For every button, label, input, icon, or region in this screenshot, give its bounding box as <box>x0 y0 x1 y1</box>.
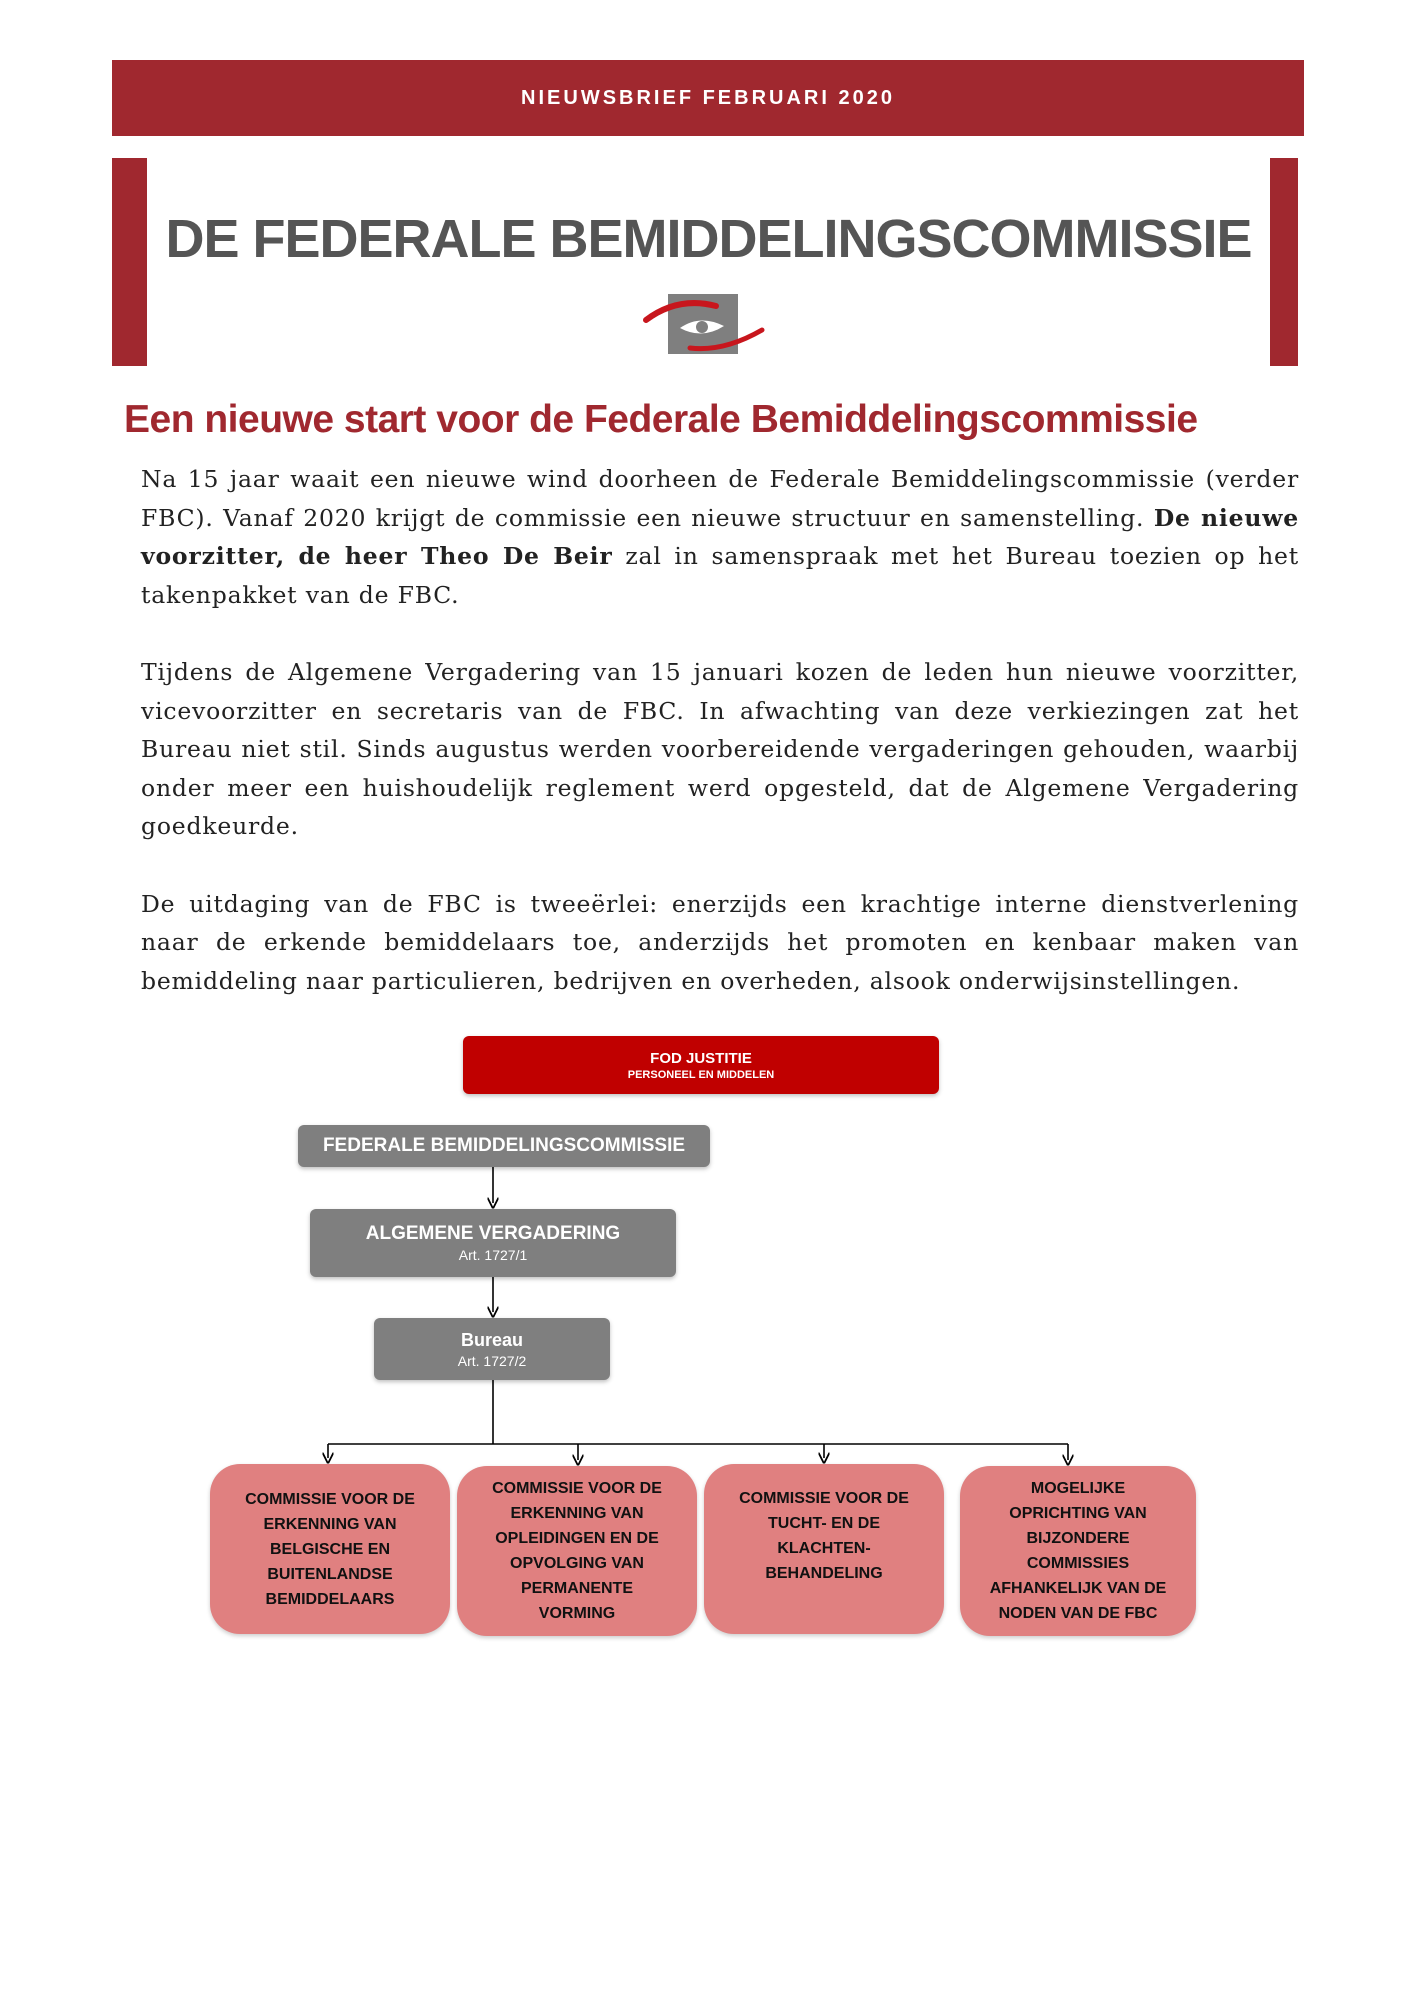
paragraph-1-intro: Na 15 jaar waait een nieuwe wind doorheen de Federale Bemiddelingscommissie (verder FBC). Vanaf 2020 krijgt de commissie een nieuwe structuur en samenstelling. <box>141 465 1299 532</box>
commission-4-line: OPRICHTING VAN <box>1009 1505 1147 1522</box>
org-node-commission-3 <box>704 1464 944 1634</box>
commission-4-line: BIJZONDERE <box>1026 1530 1130 1547</box>
commission-1-line: COMMISSIE VOOR DE <box>245 1490 415 1508</box>
page-title: DE FEDERALE BEMIDDELINGSCOMMISSIE <box>165 209 1252 269</box>
org-node-commission-4 <box>960 1466 1196 1636</box>
org-node-fbc <box>298 1125 710 1167</box>
commission-3-line: KLACHTEN- <box>777 1540 871 1557</box>
bureau-title: Bureau <box>460 1329 523 1350</box>
article-paragraph-2: Tijdens de Algemene Vergadering van 15 januari kozen de leden hun nieuwe voorzitter, vicevoorzitter en secretaris van de FBC. In afwachting van deze verkiezingen zat het Bureau niet stil. Sinds augustus werden voorbereidende vergaderingen gehouden, waarbij onder meer een huishoudelijk reglement werd opgesteld, dat de Algemene Vergadering goedkeurde. <box>141 658 1299 840</box>
commission-1-line: BEMIDDELAARS <box>265 1590 395 1608</box>
commission-1-line: ERKENNING VAN <box>263 1515 397 1533</box>
commission-4-line: NODEN VAN DE FBC <box>998 1605 1158 1622</box>
commission-1-line: BUITENLANDSE <box>267 1565 393 1583</box>
banner-text: NIEUWSBRIEF FEBRUARI 2020 <box>521 86 895 109</box>
decorative-bar-right <box>1270 158 1298 366</box>
eye-logo-icon <box>638 290 768 360</box>
av-title: ALGEMENE VERGADERING <box>365 1223 621 1244</box>
org-node-fod-justitie <box>463 1036 939 1094</box>
org-node-algemene-vergadering <box>310 1209 676 1277</box>
commission-2-line: OPVOLGING VAN <box>510 1555 644 1572</box>
commission-2-line: ERKENNING VAN <box>510 1505 644 1522</box>
paragraph-1-bold: De nieuwe voorzitter, de heer Theo De Beir <box>141 503 1299 570</box>
org-node-commission-1 <box>210 1464 450 1634</box>
av-article: Art. 1727/1 <box>458 1247 528 1263</box>
commission-4-line: COMMISSIES <box>1026 1555 1130 1572</box>
commission-2-line: COMMISSIE VOOR DE <box>492 1480 662 1497</box>
fbc-title: FEDERALE BEMIDDELINGSCOMMISSIE <box>322 1135 686 1156</box>
newsletter-banner <box>112 60 1304 136</box>
decorative-bar-left <box>112 158 147 366</box>
commission-1-line: BELGISCHE EN <box>269 1540 390 1558</box>
commission-2-line: VORMING <box>538 1605 616 1622</box>
commission-2-line: PERMANENTE <box>520 1580 633 1597</box>
paragraph-1-end: zal in samenspraak met het Bureau toezien op het takenpakket van de FBC. <box>141 542 1299 609</box>
commission-2-line: OPLEIDINGEN EN DE <box>495 1530 659 1547</box>
commission-4-line: MOGELIJKE <box>1030 1480 1126 1497</box>
article-headline: Een nieuwe start voor de Federale Bemiddelingscommissie <box>124 398 1198 441</box>
bureau-article: Art. 1727/2 <box>457 1352 527 1369</box>
article-body <box>141 460 1299 1039</box>
org-node-commission-2 <box>457 1466 697 1636</box>
commission-3-line: COMMISSIE VOOR DE <box>739 1490 909 1507</box>
commission-3-line: BEHANDELING <box>765 1565 883 1582</box>
article-paragraph-3: De uitdaging van de FBC is tweeërlei: enerzijds een krachtige interne dienstverlening naar de erkende bemiddelaars toe, anderzijds het promoten en kenbaar maken van bemiddeling naar particulieren, bedrijven en overheden, alsook onderwijsinstellingen. <box>141 889 1299 995</box>
commission-4-line: AFHANKELIJK VAN DE <box>989 1580 1167 1597</box>
article-paragraph-1 <box>141 460 1299 614</box>
org-node-bureau <box>374 1318 610 1380</box>
fod-subtitle: PERSONEEL EN MIDDELEN <box>627 1068 775 1081</box>
fod-title: FOD JUSTITIE <box>650 1049 752 1067</box>
commission-3-line: TUCHT- EN DE <box>768 1515 880 1532</box>
